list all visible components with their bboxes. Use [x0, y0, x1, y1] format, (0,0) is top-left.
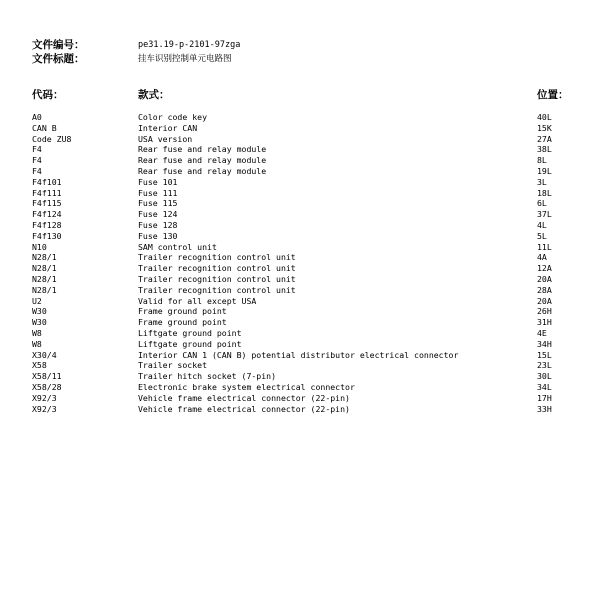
row-position: 28A: [537, 284, 552, 295]
row-description: Rear fuse and relay module: [138, 165, 267, 176]
row-position: 4E: [537, 327, 547, 338]
row-position: 15K: [537, 122, 552, 133]
row-description: Trailer recognition control unit: [138, 284, 296, 295]
table-row: [0, 371, 602, 382]
row-code: Code ZU8: [32, 133, 72, 144]
table-row: [0, 328, 602, 339]
row-code: X58: [32, 360, 47, 371]
row-position: 34L: [537, 381, 552, 392]
table-row: [0, 306, 602, 317]
row-position: 19L: [537, 165, 552, 176]
row-position: 37L: [537, 209, 552, 220]
row-description: Electronic brake system electrical connector: [138, 381, 355, 392]
row-code: F4f130: [32, 230, 62, 241]
table-row: [0, 112, 602, 123]
table-row: [0, 360, 602, 371]
row-position: 27A: [537, 133, 552, 144]
row-code: F4f111: [32, 187, 62, 198]
row-code: W30: [32, 317, 47, 328]
row-code: F4: [32, 155, 42, 166]
row-code: F4f101: [32, 176, 62, 187]
row-description: Vehicle frame electrical connector (22-pin): [138, 403, 350, 414]
row-description: USA version: [138, 133, 193, 144]
row-description: Valid for all except USA: [138, 295, 257, 306]
table-header: [0, 87, 602, 103]
row-code: X92/3: [32, 403, 57, 414]
row-description: Trailer socket: [138, 360, 208, 371]
row-code: W8: [32, 327, 42, 338]
row-code: N28/1: [32, 273, 57, 284]
row-code: U2: [32, 295, 42, 306]
header-description: 款式：: [138, 89, 170, 101]
table-body: [0, 112, 602, 414]
table-row: [0, 350, 602, 361]
table-row: [0, 209, 602, 220]
row-position: 34H: [537, 338, 552, 349]
row-position: 20A: [537, 295, 552, 306]
row-description: Trailer hitch socket (7-pin): [138, 371, 277, 382]
row-description: Frame ground point: [138, 306, 227, 317]
doc-number-label: 文件编号：: [32, 39, 85, 51]
table-row: [0, 177, 602, 188]
row-code: W30: [32, 306, 47, 317]
row-position: 23L: [537, 360, 552, 371]
row-description: Interior CAN 1 (CAN B) potential distributor electrical connector: [138, 349, 459, 360]
table-row: [0, 144, 602, 155]
row-position: 30L: [537, 371, 552, 382]
row-position: 4L: [537, 219, 547, 230]
doc-title-value: 挂车识别控制单元电路图: [138, 54, 232, 64]
row-position: 6L: [537, 198, 547, 209]
table-row: [0, 263, 602, 274]
row-description: Fuse 115: [138, 198, 178, 209]
header-code: 代码：: [32, 89, 64, 101]
row-description: SAM control unit: [138, 241, 217, 252]
row-position: 40L: [537, 112, 552, 122]
table-row: [0, 220, 602, 231]
row-code: F4f115: [32, 198, 62, 209]
doc-title-label: 文件标题：: [32, 53, 85, 65]
row-position: 17H: [537, 392, 552, 403]
table-row: [0, 296, 602, 307]
table-row: [0, 404, 602, 415]
table-row: [0, 252, 602, 263]
table-row: [0, 231, 602, 242]
row-description: Frame ground point: [138, 317, 227, 328]
table-row: [0, 339, 602, 350]
row-code: X30/4: [32, 349, 57, 360]
row-code: A0: [32, 112, 42, 122]
row-code: F4: [32, 144, 42, 155]
table-row: [0, 134, 602, 145]
row-description: Rear fuse and relay module: [138, 144, 267, 155]
row-position: 12A: [537, 263, 552, 274]
row-code: X92/3: [32, 392, 57, 403]
row-position: 33H: [537, 403, 552, 414]
row-code: F4f124: [32, 209, 62, 220]
table-row: [0, 188, 602, 199]
row-code: N28/1: [32, 263, 57, 274]
doc-number-value: pe31.19-p-2101-97zga: [138, 40, 241, 50]
row-description: Trailer recognition control unit: [138, 273, 296, 284]
row-code: X58/28: [32, 381, 62, 392]
row-position: 11L: [537, 241, 552, 252]
row-code: F4: [32, 165, 42, 176]
row-description: Fuse 128: [138, 219, 178, 230]
row-position: 20A: [537, 273, 552, 284]
table-row: [0, 166, 602, 177]
row-description: Vehicle frame electrical connector (22-pin): [138, 392, 350, 403]
row-description: Fuse 111: [138, 187, 178, 198]
row-position: 3L: [537, 176, 547, 187]
row-code: N28/1: [32, 252, 57, 263]
row-position: 31H: [537, 317, 552, 328]
header-position: 位置：: [537, 89, 569, 101]
row-code: W8: [32, 338, 42, 349]
table-row: [0, 123, 602, 134]
row-position: 15L: [537, 349, 552, 360]
row-position: 38L: [537, 144, 552, 155]
row-code: F4f128: [32, 219, 62, 230]
row-description: Fuse 101: [138, 176, 178, 187]
row-position: 8L: [537, 155, 547, 166]
table-row: [0, 317, 602, 328]
row-description: Liftgate ground point: [138, 327, 242, 338]
row-description: Fuse 130: [138, 230, 178, 241]
row-description: Trailer recognition control unit: [138, 252, 296, 263]
row-position: 26H: [537, 306, 552, 317]
row-description: Trailer recognition control unit: [138, 263, 296, 274]
table-row: [0, 274, 602, 285]
row-description: Rear fuse and relay module: [138, 155, 267, 166]
table-row: [0, 155, 602, 166]
row-code: CAN B: [32, 122, 57, 133]
row-description: Fuse 124: [138, 209, 178, 220]
table-row: [0, 285, 602, 296]
row-description: Liftgate ground point: [138, 338, 242, 349]
table-row: [0, 382, 602, 393]
row-position: 18L: [537, 187, 552, 198]
table-row: [0, 198, 602, 209]
table-row: [0, 242, 602, 253]
row-code: N28/1: [32, 284, 57, 295]
table-row: [0, 393, 602, 404]
row-description: Interior CAN: [138, 122, 198, 133]
row-code: N10: [32, 241, 47, 252]
row-code: X58/11: [32, 371, 62, 382]
row-description: Color code key: [138, 112, 208, 122]
row-position: 5L: [537, 230, 547, 241]
row-position: 4A: [537, 252, 547, 263]
